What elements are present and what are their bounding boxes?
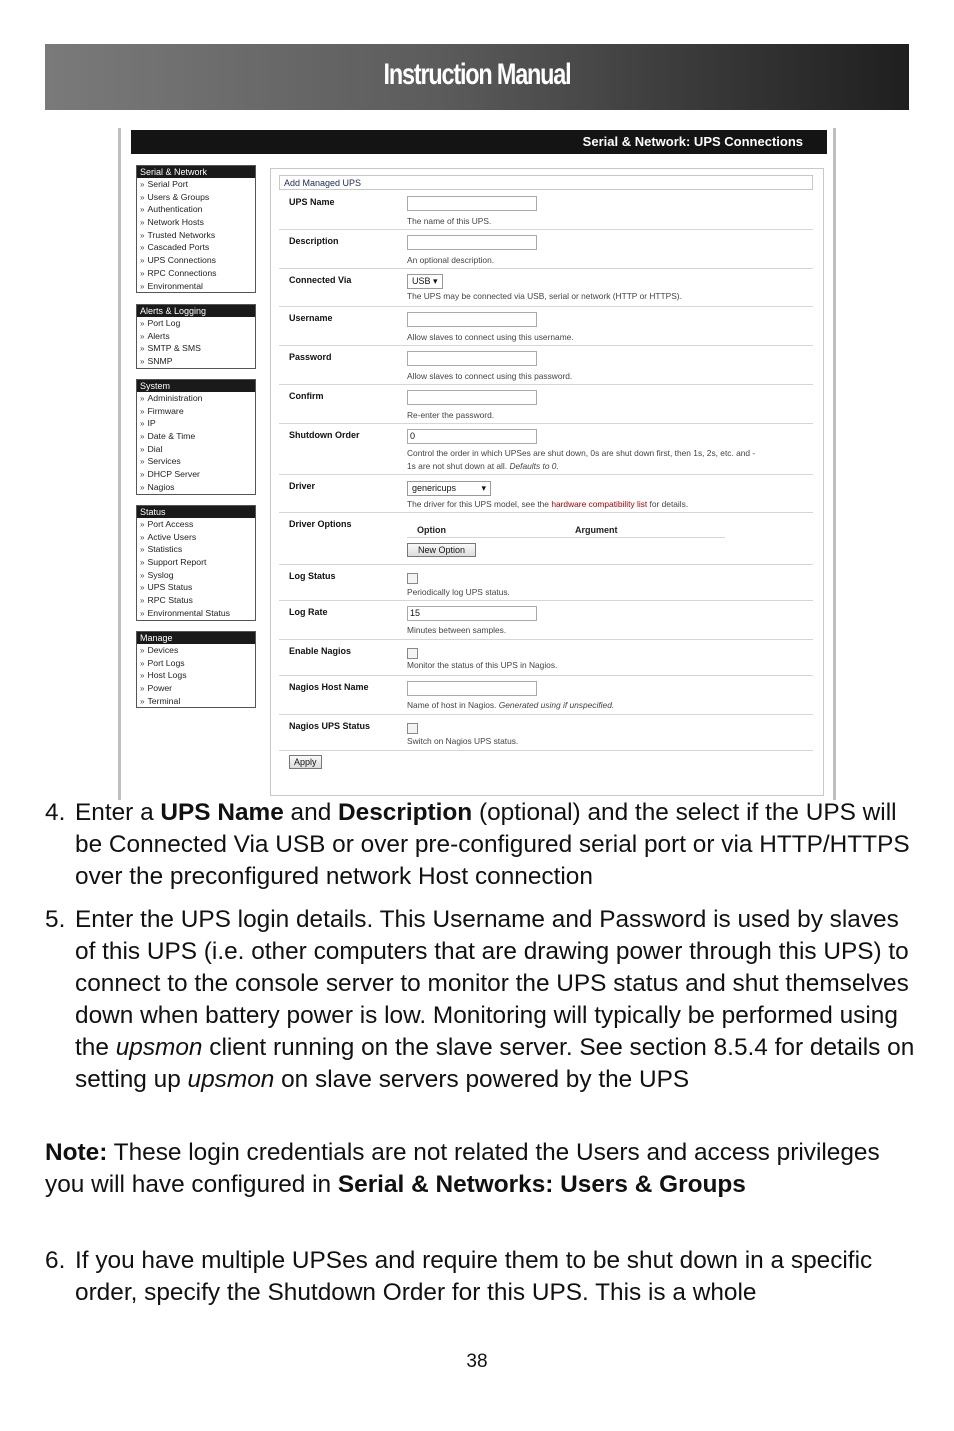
chevron-right-icon: » [140,268,145,278]
menu-heading: Status [137,506,255,518]
nagios-ups-status-checkbox[interactable] [407,723,418,734]
help-text: Switch on Nagios UPS status. [407,736,519,746]
menu-item[interactable]: » Port Access [140,519,194,529]
chevron-right-icon: » [140,658,145,668]
field-label: Log Rate [289,607,328,617]
menu-status [136,505,256,621]
note-paragraph: Note: These login credentials are not related the Users and access privileges you will have configured in Serial & Networks: Users & Groups [45,1139,880,1198]
chevron-right-icon: » [140,532,145,542]
chevron-right-icon: » [140,357,145,367]
menu-item[interactable]: » Firmware [140,405,184,416]
row-nagios-ups-status [279,715,813,751]
chevron-right-icon: » [140,192,145,202]
chevron-right-icon: » [140,394,145,403]
help-text: 1s are not shut down at all. Defaults to 0. [407,461,559,471]
description-input[interactable] [407,235,537,250]
menu-item[interactable]: » Terminal [140,695,181,706]
chevron-right-icon: » [140,419,145,429]
chevron-right-icon: » [140,558,145,568]
chevron-right-icon: » [140,406,145,416]
menu-item[interactable]: » DHCP Server [140,469,200,480]
chevron-right-icon: » [140,230,145,240]
chevron-right-icon: » [140,180,145,189]
form-heading: Add Managed UPS [279,175,813,190]
menu-item[interactable]: » IP [140,418,156,429]
menu-alerts-logging [136,304,256,369]
row-log-status [279,565,813,601]
chevron-right-icon: » [140,218,145,228]
row-driver-options [279,513,813,565]
menu-item[interactable]: » Date & Time [140,431,196,442]
chevron-right-icon: » [140,696,145,706]
menu-heading: Manage [137,632,255,644]
step-4-paragraph: 4. Enter a UPS Name and Description (optional) and the select if the UPS will be Connected Via USB or over pre-configured serial port or via HTTP/HTTPS over the preconfigured network Host connection [45,799,910,890]
username-input[interactable] [407,312,537,327]
chevron-right-icon: » [140,344,145,354]
field-label: Driver Options [289,519,352,529]
help-text: Control the order in which UPSes are shut down, 0s are shut down first, then 1s, 2s, etc. and - [407,448,756,458]
menu-item[interactable]: » Serial Port [140,179,189,189]
menu-item[interactable]: » Support Report [140,557,207,568]
connected-via-select[interactable]: USB ▾ [407,274,443,289]
hardware-compatibility-link[interactable]: hardware compatibility list [551,499,648,509]
field-label: Nagios UPS Status [289,721,371,731]
chevron-right-icon: » [140,470,145,480]
field-label: Username [289,313,333,323]
menu-item[interactable]: » Dial [140,443,163,454]
help-text: The driver for this UPS model, see the hardware compatibility list for details. [407,499,689,509]
log-rate-input[interactable]: 15 [407,606,537,621]
chevron-right-icon: » [140,646,145,655]
menu-item[interactable]: » Statistics [140,544,183,555]
chevron-right-icon: » [140,545,145,555]
help-text: Periodically log UPS status. [407,587,510,597]
menu-item[interactable]: » Cascaded Ports [140,242,210,253]
menu-item[interactable]: » Devices [140,645,179,655]
row-connected-via [279,269,813,307]
menu-item[interactable]: » UPS Status [140,582,193,593]
option-column-header: Option [417,525,446,535]
row-ups-name [279,191,813,230]
dropdown-arrow-icon: ▾ [481,483,486,493]
page-title: Instruction Manual [383,58,571,91]
chevron-right-icon: » [140,583,145,593]
field-label: Password [289,352,332,362]
help-text: Re-enter the password. [407,410,495,420]
menu-item[interactable]: » Services [140,456,181,467]
step-number: 5. [45,906,66,933]
menu-item[interactable]: » SMTP & SMS [140,343,201,354]
menu-item[interactable]: » Nagios [140,481,175,492]
menu-item[interactable]: » Environmental [140,280,203,291]
screenshot-title: Serial & Network: UPS Connections [131,130,827,154]
driver-select[interactable]: genericups ▾ [407,481,491,496]
menu-item[interactable]: » Port Logs [140,657,185,668]
chevron-right-icon: » [140,520,145,529]
chevron-right-icon: » [140,671,145,681]
chevron-right-icon: » [140,256,145,266]
menu-item[interactable]: » Power [140,683,173,694]
menu-heading: System [137,380,255,392]
row-password [279,346,813,385]
menu-item[interactable]: » Port Log [140,318,181,328]
row-username [279,307,813,346]
row-log-rate [279,601,813,640]
chevron-right-icon: » [140,444,145,454]
chevron-right-icon: » [140,432,145,442]
field-label: Nagios Host Name [289,682,369,692]
chevron-right-icon: » [140,570,145,580]
help-text: An optional description. [407,255,495,265]
help-text: The name of this UPS. [407,216,492,226]
menu-item[interactable]: » Administration [140,393,203,403]
dropdown-arrow-icon: ▾ [433,276,438,286]
help-text: Name of host in Nagios. Generated using if unspecified. [407,700,615,710]
row-driver [279,475,813,513]
confirm-input[interactable] [407,390,537,405]
field-label: Connected Via [289,275,352,285]
row-enable-nagios [279,640,813,676]
log-status-checkbox[interactable] [407,573,418,584]
menu-item[interactable]: » RPC Connections [140,267,217,278]
menu-item[interactable]: » SNMP [140,356,173,367]
password-input[interactable] [407,351,537,366]
menu-item[interactable]: » Environmental Status [140,607,231,618]
menu-item[interactable]: » Host Logs [140,670,187,681]
nagios-host-name-input[interactable] [407,681,537,696]
row-shutdown-order [279,424,813,475]
enable-nagios-checkbox[interactable] [407,648,418,659]
chevron-right-icon: » [140,684,145,694]
argument-column-header: Argument [575,525,618,535]
field-label: UPS Name [289,197,335,207]
chevron-right-icon: » [140,482,145,492]
chevron-right-icon: » [140,205,145,215]
step-number: 4. [45,799,66,826]
chevron-right-icon: » [140,331,145,341]
menu-serial-network [136,165,256,293]
field-label: Enable Nagios [289,646,352,656]
menu-item[interactable]: » UPS Connections [140,255,217,266]
step-number: 6. [45,1247,66,1274]
help-text: Allow slaves to connect using this password. [407,371,573,381]
field-label: Confirm [289,391,324,401]
help-text: Monitor the status of this UPS in Nagios. [407,660,558,670]
menu-item[interactable]: » Users & Groups [140,191,210,202]
chevron-right-icon: » [140,281,145,291]
step-5-paragraph: 5. Enter the UPS login details. This Username and Password is used by slaves of this UPS (i.e. other computers that are drawing power through this UPS) to connect to the console server to monitor the UPS status and shut themselves down when battery power is low. Monitoring will typically be performed using the upsmon client running on the slave server. See section 8.5.4 for details on setting up upsmon on slave servers powered by the UPS [45,906,915,1093]
chevron-right-icon: » [140,596,145,606]
menu-heading: Alerts & Logging [137,305,255,317]
chevron-right-icon: » [140,457,145,467]
help-text: The UPS may be connected via USB, serial or network (HTTP or HTTPS). [407,291,682,301]
menu-item[interactable]: » Syslog [140,569,174,580]
menu-manage [136,631,256,708]
menu-item[interactable]: » Active Users [140,531,197,542]
divider [407,537,725,538]
row-nagios-host-name [279,676,813,715]
field-label: Shutdown Order [289,430,360,440]
chevron-right-icon: » [140,243,145,253]
field-label: Description [289,236,339,246]
help-text: Allow slaves to connect using this username. [407,332,574,342]
chevron-right-icon: » [140,319,145,328]
menu-heading: Serial & Network [137,166,255,178]
menu-system [136,379,256,495]
row-description [279,230,813,269]
menu-item[interactable]: » Trusted Networks [140,229,216,240]
menu-item[interactable]: » Network Hosts [140,217,204,228]
screenshot-figure [118,128,836,800]
shutdown-order-input[interactable]: 0 [407,429,537,444]
page-number: 38 [466,1351,488,1372]
ups-name-input[interactable] [407,196,537,211]
field-label: Driver [289,481,316,491]
apply-button[interactable]: Apply [289,755,322,769]
menu-item[interactable]: » Authentication [140,204,203,215]
step-6-paragraph: 6. If you have multiple UPSes and require them to be shut down in a specific order, specify the Shutdown Order for this UPS. This is a whole [45,1247,873,1306]
new-option-button[interactable]: New Option [407,543,476,557]
row-confirm [279,385,813,424]
help-text: Minutes between samples. [407,625,507,635]
field-label: Log Status [289,571,336,581]
add-ups-form [270,168,824,796]
menu-item[interactable]: » Alerts [140,330,170,341]
menu-item[interactable]: » RPC Status [140,595,193,606]
chevron-right-icon: » [140,608,145,618]
